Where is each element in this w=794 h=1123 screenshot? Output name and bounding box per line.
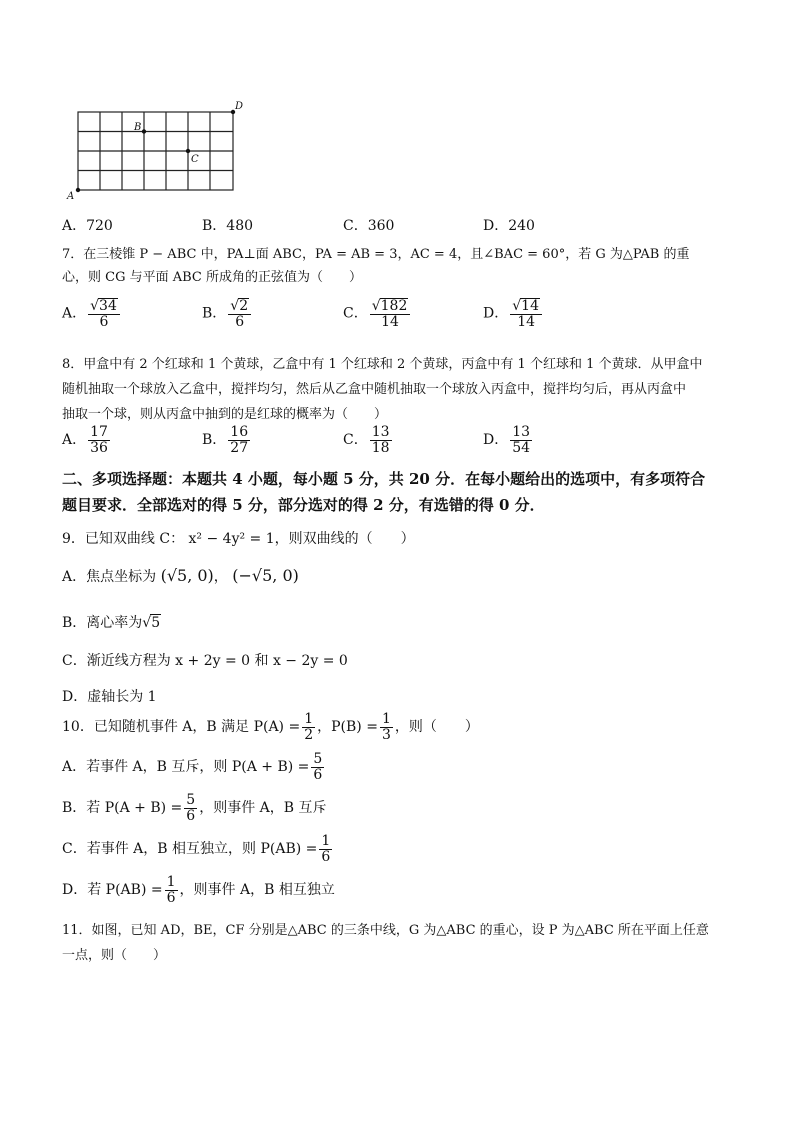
q7-b-den: 6 [235,313,245,330]
point-a [76,188,80,192]
q8-d-den: 54 [512,439,531,456]
q8-d-num: 13 [512,424,531,440]
q10-f1-den: 2 [304,726,314,743]
q7-option-d[interactable]: D． $\frac{√14}{14}$ [483,298,544,329]
q7-d-den: 14 [517,313,536,330]
q9-a-point2: (−√5, 0) [232,566,299,585]
q8-stem-line3: 抽取一个球，则从丙盒中抽到的是红球的概率为（ ） [62,407,388,422]
q7-a-den: 6 [99,313,109,330]
label-b: B [134,122,142,133]
section2-heading-line2: 题目要求．全部选对的得 5 分，部分选对的得 2 分，有选错的得 0 分． [62,496,545,514]
q7-option-b[interactable]: B． $\frac{√2}{6}$ [202,298,253,329]
q6-option-a[interactable]: A．720 [62,218,113,234]
q9-a-prefix: A．焦点坐标为 [62,569,157,585]
option-label: D． [483,305,509,322]
q8-stem-line1: 8．甲盒中有 2 个红球和 1 个黄球，乙盒中有 1 个红球和 2 个黄球，丙盒中有 1 个红球和 1 个黄球．从甲盒中 [62,357,703,372]
q9-a-point1: (√5, 0) [160,566,214,585]
q8-option-c[interactable] [343,425,394,455]
q10-stem-mid: ，P(B) = [317,719,378,736]
label-d: D [235,101,244,112]
q8-c-num: 13 [371,424,390,440]
q11-stem-line2: 一点，则（ ） [62,948,167,963]
option-label: B． [202,305,227,322]
q10-c-den: 6 [321,848,331,865]
q10-option-b[interactable] [62,793,327,823]
q10-b-num: 5 [186,792,196,808]
q10-f2-den: 3 [381,726,391,743]
q6-option-b[interactable]: B．480 [202,218,254,234]
option-label: A． [62,432,87,449]
label-c: C [191,154,199,165]
q10-d-num: 1 [166,874,176,890]
point-b [142,129,146,133]
q8-b-num: 16 [230,424,249,440]
q10-f2-num: 1 [381,711,391,727]
q8-a-den: 36 [90,439,108,456]
q10-c-prefix: C．若事件 A，B 相互独立，则 P(AB) = [62,841,318,858]
q6-option-d[interactable]: D．240 [483,218,535,234]
label-a: A [67,191,75,200]
q8-c-den: 18 [371,439,390,456]
q9-b-prefix: B．离心率为 [62,615,143,631]
q7-d-num: 14 [521,298,539,314]
q10-a-prefix: A．若事件 A，B 互斥，则 P(A + B) = [62,759,310,776]
q7-c-num: 182 [380,298,408,314]
q10-option-c[interactable] [62,834,334,864]
q9-b-value: 5 [151,615,161,631]
q7-b-num: 2 [239,298,249,314]
q7-option-c[interactable]: C． $\frac{√182}{14}$ [343,298,412,329]
q8-stem-line2: 随机抽取一个球放入乙盒中，搅拌均匀，然后从乙盒中随机抽取一个球放入丙盒中，搅拌均匀后，再从丙盒中 [62,382,687,397]
option-label: C． [343,432,368,449]
q10-stem-suffix: ，则（ ） [394,719,479,736]
q10-c-num: 1 [321,833,331,849]
grid-figure [64,100,254,200]
q10-stem-prefix: 10．已知随机事件 A，B 满足 P(A) = [62,719,301,736]
q7-a-num: 34 [99,298,117,314]
q9-option-b[interactable]: B．离心率为√5 [62,615,161,631]
option-label: C． [343,305,368,322]
point-c [186,149,190,153]
q10-f1-num: 1 [304,711,314,727]
q8-option-d[interactable] [483,425,534,455]
q7-c-den: 14 [381,313,399,330]
q9-stem: 9．已知双曲线 C： x² − 4y² = 1，则双曲线的（ ） [62,531,415,547]
q10-b-suffix: ，则事件 A，B 互斥 [199,800,327,817]
option-label: D． [483,432,509,449]
q8-a-num: 17 [90,424,108,440]
q8-option-a[interactable] [62,425,112,455]
q10-d-den: 6 [166,889,176,906]
q8-option-b[interactable] [202,425,252,455]
q8-b-den: 27 [230,439,249,456]
q9-option-a[interactable]: A．焦点坐标为 (√5, 0)， (−√5, 0) [62,566,299,585]
option-label: B． [202,432,227,449]
q10-d-suffix: ，则事件 A，B 相互独立 [179,882,335,899]
q10-b-den: 6 [186,807,196,824]
q6-option-c[interactable]: C．360 [343,218,395,234]
q11-stem-line1: 11．如图，已知 AD，BE，CF 分别是△ABC 的三条中线，G 为△ABC 的重心，设 P 为△ABC 所在平面上任意 [62,923,709,938]
option-label: A． [62,305,87,322]
q10-option-a[interactable] [62,752,326,782]
q7-option-a[interactable]: A． $\frac{√34}{6}$ [62,298,122,329]
q9-option-c[interactable]: C．渐近线方程为 x + 2y = 0 和 x − 2y = 0 [62,653,348,669]
q7-stem-line1: 7．在三棱锥 P − ABC 中，PA⊥面 ABC，PA = AB = 3，AC = 4，且∠BAC = 60°，若 G 为△PAB 的重 [62,247,690,262]
q10-a-num: 5 [313,751,323,767]
q9-option-d[interactable]: D．虚轴长为 1 [62,689,157,705]
q10-option-d[interactable] [62,875,335,905]
q7-stem-line2: 心，则 CG 与平面 ABC 所成角的正弦值为（ ） [62,270,362,285]
q10-d-prefix: D．若 P(AB) = [62,882,163,899]
q10-b-prefix: B．若 P(A + B) = [62,800,183,817]
section2-heading-line1: 二、多项选择题：本题共 4 小题，每小题 5 分，共 20 分．在每小题给出的选项中，有多项符合 [62,470,706,488]
q10-stem [62,712,479,742]
q10-a-den: 6 [313,766,323,783]
